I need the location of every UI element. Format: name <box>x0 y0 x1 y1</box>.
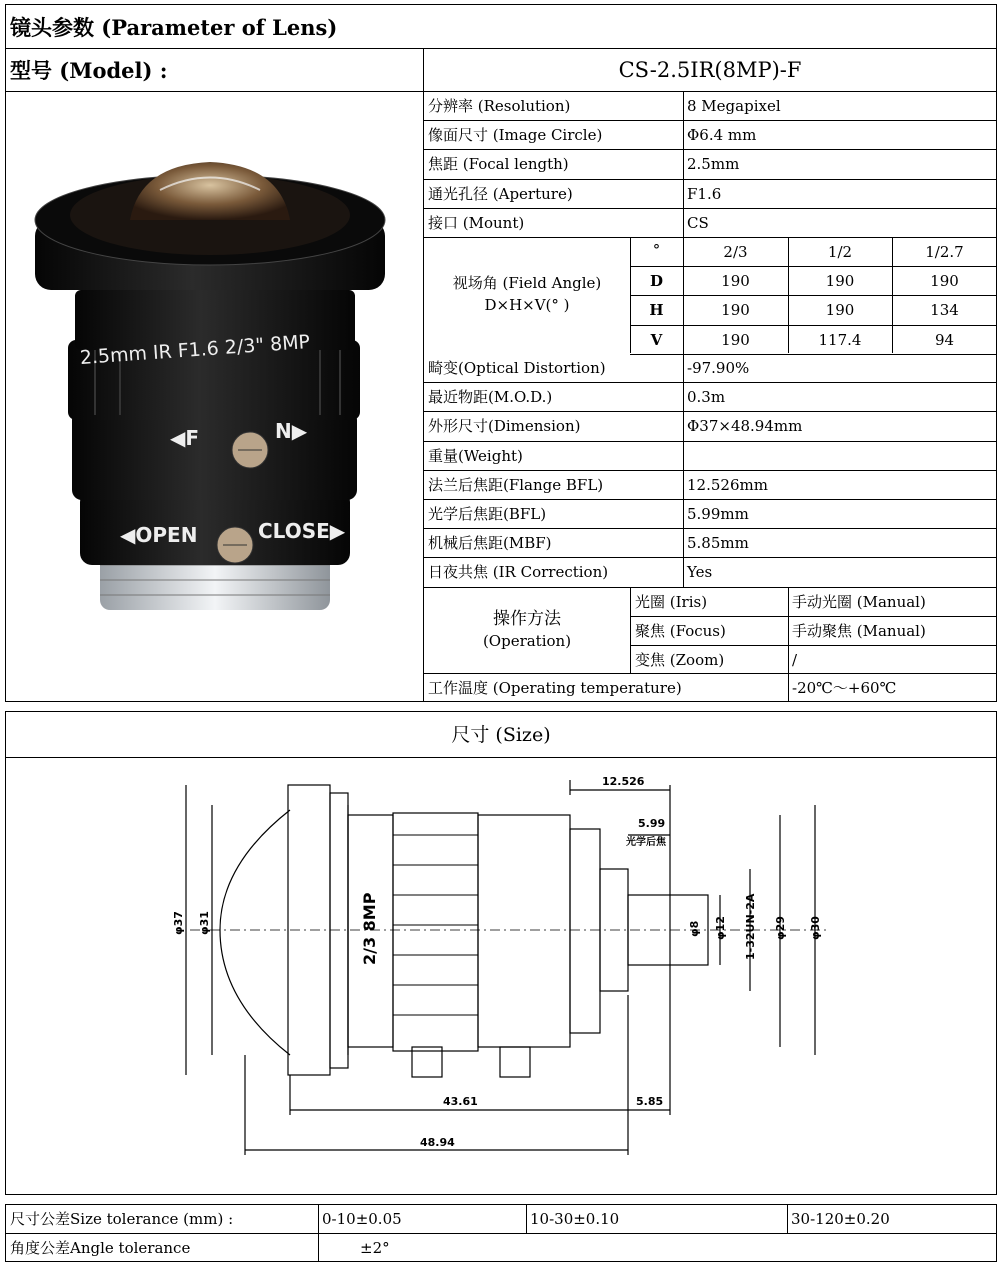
spec-label: 通光孔径 (Aperture) <box>428 184 573 203</box>
svg-text:φ31: φ31 <box>198 911 211 935</box>
field-angle-axis: D <box>649 272 663 291</box>
svg-text:φ30: φ30 <box>809 916 822 940</box>
divider <box>630 266 997 267</box>
operation-value: 手动光圈 (Manual) <box>792 592 926 611</box>
spec-value: F1.6 <box>687 184 722 203</box>
spec-label: 焦距 (Focal length) <box>428 155 569 174</box>
field-angle-value: 190 <box>930 272 959 291</box>
lens-glass <box>130 162 290 220</box>
divider <box>423 48 424 702</box>
spec-value: -97.90% <box>687 359 750 377</box>
field-angle-unit: D×H×V(° ) <box>484 296 570 314</box>
spec-value: 2.5mm <box>687 155 740 174</box>
sensor-format-header: 1/2.7 <box>925 243 964 261</box>
spec-value: 8 Megapixel <box>687 97 781 115</box>
divider <box>423 120 997 121</box>
temperature-label: 工作温度 (Operating temperature) <box>428 679 682 697</box>
svg-text:12.526: 12.526 <box>602 775 645 788</box>
iris-screw <box>217 527 253 563</box>
divider <box>630 325 997 326</box>
lens-engraving: 2.5mm IR F1.6 2/3" 8MP <box>79 331 311 370</box>
model-value: CS-2.5IR(8MP)-F <box>618 58 802 82</box>
page-title: 镜头参数 (Parameter of Lens) <box>10 15 338 40</box>
field-angle-value: 190 <box>721 301 750 320</box>
focus-screw <box>232 432 268 468</box>
divider <box>423 470 997 471</box>
operation-label: 操作方法 <box>493 609 561 629</box>
svg-text:◀OPEN: ◀OPEN <box>120 523 198 547</box>
svg-text:CLOSE▶: CLOSE▶ <box>258 519 346 543</box>
operation-label-en: (Operation) <box>482 632 572 650</box>
field-angle-axis: H <box>649 301 664 320</box>
divider <box>423 557 997 558</box>
divider <box>526 1204 527 1233</box>
spec-value: 12.526mm <box>687 475 768 494</box>
divider <box>788 587 789 675</box>
sensor-format-header: 1/2 <box>827 243 853 261</box>
divider <box>423 411 997 412</box>
model-label: 型号 (Model) : <box>10 58 168 83</box>
divider <box>423 441 997 442</box>
operation-value: / <box>792 651 798 669</box>
spec-label: 分辨率 (Resolution) <box>428 97 571 115</box>
svg-text:5.85: 5.85 <box>636 1095 664 1108</box>
spec-label: 最近物距(M.O.D.) <box>428 388 553 407</box>
spec-label: 重量(Weight) <box>428 446 523 465</box>
temperature-value: -20℃～+60℃ <box>792 679 897 697</box>
svg-text:N▶: N▶ <box>275 419 308 443</box>
spec-value: 0.3m <box>687 388 726 407</box>
spec-label: 畸变(Optical Distortion) <box>428 359 606 377</box>
operation-value: 手动聚焦 (Manual) <box>792 621 926 640</box>
svg-text:48.94: 48.94 <box>420 1136 455 1149</box>
divider <box>423 149 997 150</box>
divider <box>5 91 997 92</box>
operation-name: 聚焦 (Focus) <box>635 621 726 640</box>
field-angle-label: 视场角 (Field Angle) <box>452 274 602 292</box>
svg-text:43.61: 43.61 <box>443 1095 478 1108</box>
field-angle-value: 190 <box>721 272 750 291</box>
size-tolerance-label: 尺寸公差Size tolerance (mm) : <box>10 1210 234 1228</box>
svg-text:φ12: φ12 <box>714 916 727 940</box>
divider <box>423 382 997 383</box>
size-title: 尺寸 (Size) <box>451 724 551 746</box>
divider <box>318 1204 319 1262</box>
divider <box>683 353 684 587</box>
size-tolerance-value: 30-120±0.20 <box>791 1210 890 1228</box>
spec-value: Φ6.4 mm <box>687 126 757 145</box>
spec-label: 日夜共焦 (IR Correction) <box>428 563 609 582</box>
divider <box>630 587 631 675</box>
size-tolerance-value: 10-30±0.10 <box>530 1210 620 1228</box>
field-angle-value: 94 <box>934 330 955 349</box>
field-angle-value: 190 <box>721 330 750 349</box>
operation-name: 光圈 (Iris) <box>635 592 708 611</box>
size-tolerance-value: 0-10±0.05 <box>322 1210 402 1228</box>
divider <box>787 1204 788 1233</box>
operation-name: 变焦 (Zoom) <box>635 651 725 669</box>
lens-photo <box>20 110 410 670</box>
spec-label: 光学后焦距(BFL) <box>428 505 547 523</box>
divider <box>630 645 997 646</box>
divider <box>423 673 997 674</box>
divider <box>630 354 997 355</box>
svg-text:5.99: 5.99 <box>638 817 666 830</box>
divider <box>423 587 997 588</box>
svg-text:◀F: ◀F <box>170 426 200 450</box>
spec-value: Φ37×48.94mm <box>687 417 803 436</box>
divider <box>423 499 997 500</box>
field-angle-value: 190 <box>825 301 855 320</box>
spec-value: 5.99mm <box>687 505 749 523</box>
divider <box>683 91 684 237</box>
spec-label: 接口 (Mount) <box>428 213 525 232</box>
divider <box>788 673 789 702</box>
divider <box>423 237 997 238</box>
spec-value: CS <box>687 213 709 232</box>
divider <box>630 616 997 617</box>
angle-tolerance-label: 角度公差Angle tolerance <box>10 1239 191 1257</box>
divider <box>423 528 997 529</box>
divider <box>423 208 997 209</box>
svg-text:φ8: φ8 <box>688 920 701 937</box>
divider <box>630 295 997 296</box>
svg-text:2/3 8MP: 2/3 8MP <box>360 892 379 965</box>
svg-text:φ29: φ29 <box>774 916 787 940</box>
svg-text:φ37: φ37 <box>172 911 185 935</box>
spec-value: Yes <box>687 563 713 582</box>
spec-label: 外形尺寸(Dimension) <box>428 417 581 436</box>
sensor-format-header: 2/3 <box>723 243 748 261</box>
divider <box>423 179 997 180</box>
svg-text:1-32UN-2A: 1-32UN-2A <box>744 893 757 960</box>
divider <box>5 1233 997 1234</box>
field-angle-value: 117.4 <box>818 330 862 349</box>
svg-text:光学后焦: 光学后焦 <box>626 837 666 848</box>
spec-label: 法兰后焦距(Flange BFL) <box>428 475 604 494</box>
field-angle-axis: V <box>650 330 663 349</box>
field-angle-value: 134 <box>930 301 959 320</box>
spec-label: 机械后焦距(MBF) <box>428 534 552 553</box>
dimension-drawing <box>150 765 870 1175</box>
divider <box>5 757 997 758</box>
spec-label: 像面尺寸 (Image Circle) <box>428 126 603 145</box>
spec-value: 5.85mm <box>687 534 749 553</box>
field-angle-value: 190 <box>825 272 855 291</box>
field-angle-corner: ° <box>652 241 661 259</box>
angle-tolerance-value: ±2° <box>360 1239 390 1257</box>
divider <box>5 48 997 49</box>
